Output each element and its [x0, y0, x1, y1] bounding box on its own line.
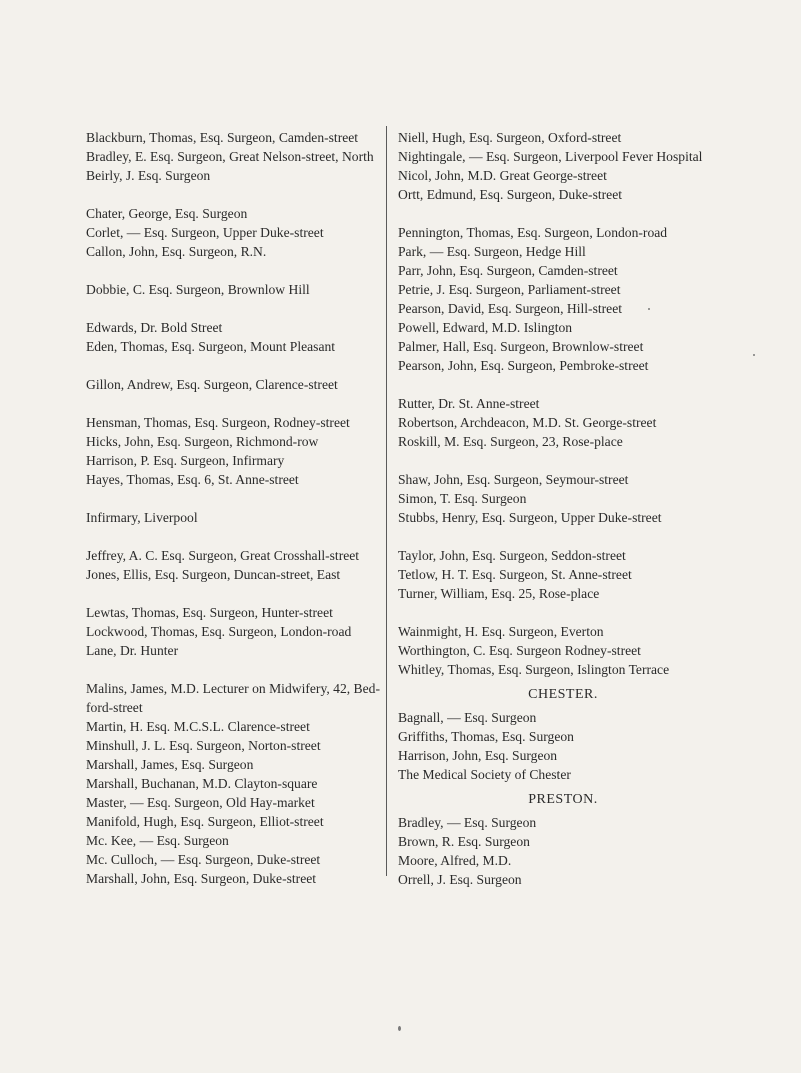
group-spacer — [86, 185, 386, 204]
directory-entry: Worthington, C. Esq. Surgeon Rodney-street — [398, 643, 641, 658]
directory-entry: Nicol, John, M.D. Great George-street — [398, 168, 607, 183]
directory-entry: Petrie, J. Esq. Surgeon, Parliament-street — [398, 282, 621, 297]
directory-entry: Lane, Dr. Hunter — [86, 643, 179, 658]
section-heading: PRESTON. — [528, 792, 598, 807]
directory-entry: Marshall, Buchanan, M.D. Clayton-square — [86, 776, 318, 791]
directory-entry: Ortt, Edmund, Esq. Surgeon, Duke-street — [398, 187, 623, 202]
directory-entry: Jones, Ellis, Esq. Surgeon, Duncan-street, East — [86, 567, 341, 582]
directory-entry: Blackburn, Thomas, Esq. Surgeon, Camden-street — [86, 130, 359, 145]
directory-entry: Turner, William, Esq. 25, Rose-place — [398, 586, 600, 601]
directory-entry: Marshall, James, Esq. Surgeon — [86, 757, 254, 772]
directory-entry: Stubbs, Henry, Esq. Surgeon, Upper Duke-street — [398, 510, 662, 525]
entry-group — [86, 508, 386, 527]
town-section — [398, 685, 728, 784]
directory-entry: Pearson, David, Esq. Surgeon, Hill-street — [398, 301, 623, 316]
directory-entry: Pennington, Thomas, Esq. Surgeon, London-road — [398, 225, 668, 240]
directory-entry: The Medical Society of Chester — [398, 767, 571, 782]
entry-group — [86, 546, 386, 584]
directory-entry: Whitley, Thomas, Esq. Surgeon, Islington Terrace — [398, 662, 670, 677]
group-spacer — [86, 489, 386, 508]
directory-entry: Lockwood, Thomas, Esq. Surgeon, London-road — [86, 624, 352, 639]
directory-entry: Roskill, M. Esq. Surgeon, 23, Rose-place — [398, 434, 623, 449]
directory-entry: Shaw, John, Esq. Surgeon, Seymour-street — [398, 472, 629, 487]
group-spacer — [398, 527, 728, 546]
directory-entry: Manifold, Hugh, Esq. Surgeon, Elliot-street — [86, 814, 324, 829]
directory-entry: Infirmary, Liverpool — [86, 510, 198, 525]
column-divider — [386, 126, 387, 876]
entry-group — [86, 375, 386, 394]
paper-speck — [648, 308, 650, 310]
directory-entry: Moore, Alfred, M.D. — [398, 853, 512, 868]
group-spacer — [398, 204, 728, 223]
directory-entry: Griffiths, Thomas, Esq. Surgeon — [398, 729, 574, 744]
group-spacer — [398, 375, 728, 394]
section-heading: CHESTER. — [528, 687, 598, 702]
directory-entry: Powell, Edward, M.D. Islington — [398, 320, 573, 335]
entry-group — [398, 622, 728, 679]
directory-entry: ford-street — [86, 700, 143, 715]
town-section — [398, 790, 728, 889]
directory-entry: Hicks, John, Esq. Surgeon, Richmond-row — [86, 434, 319, 449]
left-column — [86, 128, 386, 888]
directory-entry: Corlet, — Esq. Surgeon, Upper Duke-street — [86, 225, 324, 240]
entry-group — [86, 204, 386, 261]
directory-entry: Master, — Esq. Surgeon, Old Hay-market — [86, 795, 315, 810]
directory-entry: Taylor, John, Esq. Surgeon, Seddon-street — [398, 548, 626, 563]
directory-entry: Wainmight, H. Esq. Surgeon, Everton — [398, 624, 604, 639]
directory-entry: Niell, Hugh, Esq. Surgeon, Oxford-street — [398, 130, 622, 145]
paper-speck — [398, 1026, 401, 1031]
paper-speck — [753, 354, 755, 356]
group-spacer — [86, 394, 386, 413]
directory-entry: Brown, R. Esq. Surgeon — [398, 834, 530, 849]
entry-group — [86, 128, 386, 185]
directory-entry: Pearson, John, Esq. Surgeon, Pembroke-street — [398, 358, 649, 373]
group-spacer — [86, 527, 386, 546]
directory-entry: Robertson, Archdeacon, M.D. St. George-street — [398, 415, 657, 430]
directory-entry: Martin, H. Esq. M.C.S.L. Clarence-street — [86, 719, 310, 734]
entry-group — [398, 546, 728, 603]
directory-entry: Eden, Thomas, Esq. Surgeon, Mount Pleasant — [86, 339, 336, 354]
group-spacer — [86, 584, 386, 603]
directory-entry: Beirly, J. Esq. Surgeon — [86, 168, 211, 183]
directory-entry: Parr, John, Esq. Surgeon, Camden-street — [398, 263, 618, 278]
directory-entry: Rutter, Dr. St. Anne-street — [398, 396, 540, 411]
directory-entry: Marshall, John, Esq. Surgeon, Duke-street — [86, 871, 317, 886]
directory-entry: Jeffrey, A. C. Esq. Surgeon, Great Crosshall-street — [86, 548, 360, 563]
directory-entry: Mc. Kee, — Esq. Surgeon — [86, 833, 229, 848]
directory-entry: Hensman, Thomas, Esq. Surgeon, Rodney-street — [86, 415, 350, 430]
directory-entry: Malins, James, M.D. Lecturer on Midwifery, 42, Bed- — [86, 681, 380, 696]
group-spacer — [86, 660, 386, 679]
directory-entry: Gillon, Andrew, Esq. Surgeon, Clarence-street — [86, 377, 338, 392]
group-spacer — [398, 451, 728, 470]
entry-group — [398, 128, 728, 204]
directory-entry: Lewtas, Thomas, Esq. Surgeon, Hunter-street — [86, 605, 333, 620]
entry-group — [86, 280, 386, 299]
directory-entry: Chater, George, Esq. Surgeon — [86, 206, 248, 221]
entry-group — [86, 413, 386, 489]
directory-entry: Bradley, — Esq. Surgeon — [398, 815, 537, 830]
entry-group — [398, 223, 728, 375]
directory-entry: Bradley, E. Esq. Surgeon, Great Nelson-street, North — [86, 149, 374, 164]
entry-group — [398, 394, 728, 451]
entry-group — [398, 470, 728, 527]
directory-entry: Dobbie, C. Esq. Surgeon, Brownlow Hill — [86, 282, 310, 297]
directory-entry: Bagnall, — Esq. Surgeon — [398, 710, 537, 725]
directory-entry: Simon, T. Esq. Surgeon — [398, 491, 527, 506]
directory-entry: Hayes, Thomas, Esq. 6, St. Anne-street — [86, 472, 299, 487]
group-spacer — [398, 603, 728, 622]
entry-group — [86, 318, 386, 356]
directory-entry: Mc. Culloch, — Esq. Surgeon, Duke-street — [86, 852, 321, 867]
directory-entry: Orrell, J. Esq. Surgeon — [398, 872, 522, 887]
entry-group — [86, 679, 386, 888]
directory-entry: Harrison, P. Esq. Surgeon, Infirmary — [86, 453, 285, 468]
entry-group — [86, 603, 386, 660]
directory-entry: Park, — Esq. Surgeon, Hedge Hill — [398, 244, 586, 259]
directory-entry: Edwards, Dr. Bold Street — [86, 320, 223, 335]
directory-entry: Tetlow, H. T. Esq. Surgeon, St. Anne-street — [398, 567, 632, 582]
directory-entry: Minshull, J. L. Esq. Surgeon, Norton-street — [86, 738, 321, 753]
group-spacer — [86, 356, 386, 375]
group-spacer — [86, 261, 386, 280]
directory-entry: Nightingale, — Esq. Surgeon, Liverpool Fever Hospital — [398, 149, 703, 164]
directory-entry: Palmer, Hall, Esq. Surgeon, Brownlow-street — [398, 339, 644, 354]
directory-entry: Harrison, John, Esq. Surgeon — [398, 748, 558, 763]
group-spacer — [86, 299, 386, 318]
directory-entry: Callon, John, Esq. Surgeon, R.N. — [86, 244, 267, 259]
right-column — [398, 128, 728, 889]
